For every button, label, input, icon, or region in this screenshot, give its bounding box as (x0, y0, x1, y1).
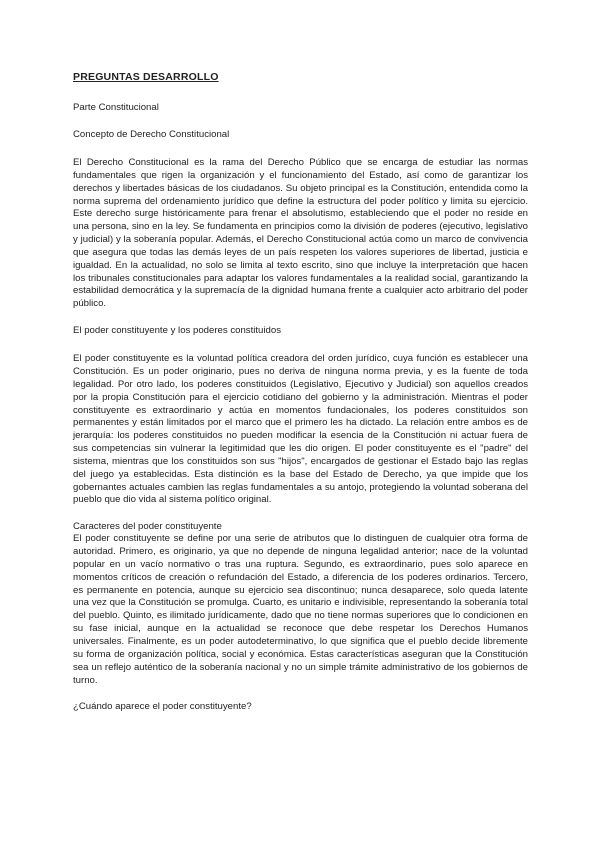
document-title: PREGUNTAS DESARROLLO (73, 71, 219, 83)
spacer (73, 687, 528, 700)
section-body-concepto: El Derecho Constitucional es la rama del Derecho Público que se encarga de estudiar las normas fundamentales que rigen la organización y el funcionamiento del Estado, así como de garantizar los derechos y libertades básicas de los ciudadanos. Su objeto principal es la Constitución, entendida como la norma suprema del ordenamiento jurídico que define la estructura del poder político y limita su ejercicio. Este derecho surge históricamente para frenar el absolutismo, estableciendo que el poder no reside en una persona, sino en la ley. Se fundamenta en principios como la división de poderes (ejecutivo, legislativo y judicial) y la soberanía popular. Además, el Derecho Constitucional actúa como un marco de convivencia que asegura que todas las demás leyes de un país respeten los valores superiores de libertad, justicia e igualdad. En la actualidad, no solo se limita al texto escrito, sino que incluye la interpretación que hacen los tribunales constitucionales para adaptar los valores fundamentales a la realidad social, garantizando la estabilidad democrática y la supremacía de la dignidad humana frente a cualquier acto arbitrario del poder público. (73, 157, 528, 310)
spacer (73, 507, 528, 520)
section-body-poder-constituyente: El poder constituyente es la voluntad política creadora del orden jurídico, cuya función es establecer una Constitución. Es un poder originario, pues no deriva de ninguna norma previa, y es la fuente de toda legalidad. Por otro lado, los poderes constituidos (Legislativo, Ejecutivo y Judicial) son aquellos creados por la propia Constitución para el ejercicio cotidiano del gobierno y la administración. Mientras el poder constituyente es extraordinario y actúa en momentos fundacionales, los poderes constituidos son permanentes y están limitados por el marco que el primero les ha dictado. La relación entre ambos es de jerarquía: los poderes constituidos no pueden modificar la esencia de la Constitución ni actuar fuera de sus competencias sin vulnerar la legitimidad que les dio origen. El poder constituyente es el "padre" del sistema, mientras que los constituidos son sus "hijos", encargados de gestionar el Estado bajo las reglas del juego ya establecidas. Esta distinción es la base del Estado de Derecho, ya que impide que los gobernantes actuales cambien las reglas fundamentales a su antojo, protegiendo la voluntad soberana del pueblo que dio vida al sistema político original. (73, 353, 528, 506)
section-heading-concepto: Concepto de Derecho Constitucional (73, 129, 230, 140)
part-label: Parte Constitucional (73, 102, 159, 113)
section-heading-cuando-aparece: ¿Cuándo aparece el poder constituyente? (73, 701, 252, 713)
section-body-caracteres: El poder constituyente se define por una serie de atributos que lo distinguen de cualquier otra forma de autoridad. Primero, es originario, ya que no depende de ninguna legalidad anterior; nace de la voluntad popular en un vacío normativo o tras una ruptura. Segundo, es extraordinario, pues solo aparece en momentos críticos de creación o refundación del Estado, a diferencia de los poderes ordinarios. Tercero, es permanente en potencia, aunque su ejercicio sea discontinuo; nunca desaparece, solo queda latente una vez que la Constitución se promulga. Cuarto, es unitario e indivisible, representando la soberanía total del pueblo. Quinto, es ilimitado jurídicamente, dado que no tiene normas superiores que lo condicionen en su fase inicial, aunque en la actualidad se reconoce que debe respetar los Derechos Humanos universales. Finalmente, es un poder autodeterminativo, lo que significa que el pueblo decide libremente su forma de organización política, social y económica. Estas características aseguran que la Constitución sea un reflejo auténtico de la soberanía nacional y no un simple trámite administrativo de los gobiernos de turno. (73, 533, 528, 686)
spacer (73, 311, 528, 324)
section-heading-caracteres: Caracteres del poder constituyente (73, 521, 222, 533)
section-heading-poder-constituyente: El poder constituyente y los poderes constituidos (73, 325, 281, 337)
